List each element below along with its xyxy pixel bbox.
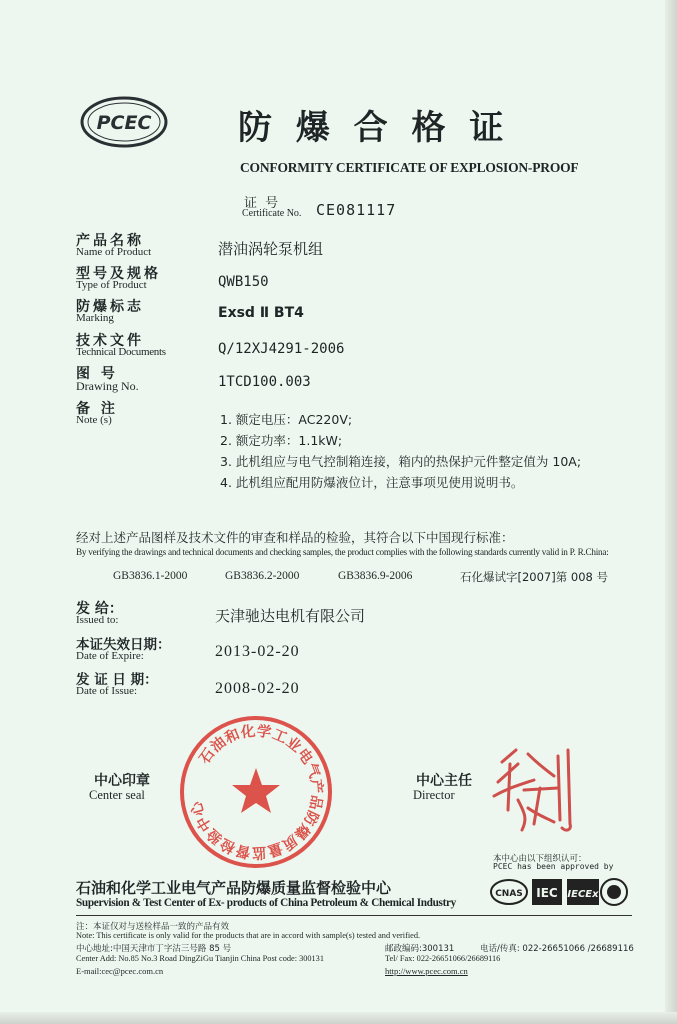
field-marking-label-en: Marking	[76, 312, 114, 324]
cert-no-label-cn: 证 号	[244, 196, 281, 211]
center-seal	[176, 712, 336, 872]
standard-4: 石化爆试字[2007]第 008 号	[460, 570, 608, 584]
field-tech-docs-label-cn: 技术文件	[76, 333, 144, 349]
center-name-en: Supervision & Test Center of Ex- products of China Petroleum & Chemical Industry	[76, 897, 456, 909]
field-type-label-en: Type of Product	[76, 279, 147, 291]
svg-text:IECEx: IECEx	[567, 889, 599, 900]
expire-value: 2013-02-20	[215, 643, 300, 660]
issued-to-value: 天津驰达电机有限公司	[215, 607, 366, 625]
cert-no-value: CE081117	[316, 201, 397, 219]
field-tech-docs-value: Q/12XJ4291-2006	[218, 341, 345, 357]
field-tech-docs-label-en: Technical Documents	[76, 346, 166, 358]
field-notes-label-en: Note (s)	[76, 414, 112, 426]
cert-no-label-en: Certificate No.	[242, 208, 302, 219]
field-drawing-label-cn: 图 号	[76, 366, 118, 382]
svg-text:CNAS: CNAS	[495, 889, 523, 899]
field-product-name-value: 潜油涡轮泵机组	[218, 240, 324, 258]
iecex-logo-icon	[567, 879, 599, 905]
field-type-label-cn: 型号及规格	[76, 266, 161, 282]
center-seal-label-en: Center seal	[89, 788, 145, 802]
note-4: 4. 此机组应配用防爆液位计，注意事项见使用说明书。	[220, 475, 524, 490]
field-drawing-label-en: Drawing No.	[76, 379, 139, 393]
standard-1: GB3836.1-2000	[113, 570, 188, 582]
field-drawing-value: 1TCD100.003	[218, 374, 311, 390]
globe-seal-icon	[601, 879, 627, 905]
field-product-name-label-en: Name of Product	[76, 246, 152, 258]
field-product-name-label-cn: 产品名称	[76, 233, 144, 249]
accreditation-line1: 本中心由以下组织认可：	[493, 854, 587, 864]
expire-label-en: Date of Expire:	[76, 650, 144, 662]
pcec-logo	[80, 96, 168, 148]
title-en: CONFORMITY CERTIFICATE OF EXPLOSION-PROOF	[240, 160, 579, 175]
field-type-value: QWB150	[218, 274, 269, 290]
note-1: 1. 额定电压：AC220V;	[220, 412, 353, 427]
footer-note-cn: 注：本证仅对与送检样品一致的产品有效	[76, 922, 230, 932]
footer-tel-cn: 电话/传真: 022-26651066 /26689116	[480, 944, 634, 954]
center-name-cn: 石油和化学工业电气产品防爆质量监督检验中心	[76, 879, 392, 897]
field-notes-label-cn: 备 注	[76, 401, 118, 417]
seal-ring-text: 石油和化学工业电气产品防爆质量监督检验中心	[188, 723, 325, 861]
accreditation-logos	[490, 873, 630, 911]
footer-email: E-mail:cec@pcec.com.cn	[76, 966, 164, 976]
issued-to-label-en: Issued to:	[76, 614, 119, 626]
compliance-text-cn: 经对上述产品图样及技术文件的审查和样品的检验，其符合以下中国现行标准：	[76, 530, 514, 545]
field-marking-value: Exsd Ⅱ BT4	[218, 305, 304, 321]
seal-star-icon	[232, 768, 280, 813]
footer-postcode-cn: 邮政编码:300131	[385, 944, 455, 954]
page-right-edge	[665, 0, 677, 1024]
footer-note-en: Note: This certificate is only valid for the products that are in accord with sample(s) tested and verified.	[76, 931, 421, 940]
director-label-cn: 中心主任	[416, 773, 472, 789]
title-cn: 防 爆 合 格 证	[238, 108, 510, 148]
issue-date-value: 2008-02-20	[215, 680, 300, 697]
expire-label-cn: 本证失效日期：	[76, 637, 171, 653]
note-2: 2. 额定功率：1.1kW;	[220, 433, 343, 448]
accreditation-line2: PCEC has been approved by	[493, 862, 614, 871]
director-signature	[488, 740, 580, 840]
note-3: 3. 此机组应与电气控制箱连接，箱内的热保护元件整定值为 10A;	[220, 454, 582, 469]
issue-date-label-en: Date of Issue:	[76, 685, 138, 697]
standard-2: GB3836.2-2000	[225, 570, 300, 582]
field-marking-label-cn: 防爆标志	[76, 299, 144, 315]
footer-addr-cn: 中心地址:中国天津市丁字沽三号路 85 号	[76, 944, 232, 954]
page-bottom-edge	[0, 1012, 677, 1024]
footer-tel-en: Tel/ Fax: 022-26651066/26689116	[385, 954, 501, 963]
footer-divider	[76, 915, 632, 916]
issued-to-label-cn: 发 给：	[76, 601, 123, 617]
standard-3: GB3836.9-2006	[338, 570, 413, 582]
svg-text:IEC: IEC	[536, 886, 558, 900]
logo-text: PCEC	[96, 112, 152, 134]
center-seal-label-cn: 中心印章	[94, 773, 150, 789]
footer-url-link[interactable]: http://www.pcec.com.cn	[385, 966, 468, 976]
cnas-logo-icon	[491, 880, 527, 904]
footer-addr-en: Center Add: No.85 No.3 Road DingZiGu Tianjin China Post code: 300131	[76, 954, 324, 963]
compliance-text-en: By verifying the drawings and technical documents and checking samples, the product complies with the following standards currently valid in P. R.China:	[76, 547, 609, 557]
iec-logo-icon	[532, 879, 562, 905]
director-label-en: Director	[413, 788, 455, 802]
issue-date-label-cn: 发 证 日 期：	[76, 672, 158, 688]
